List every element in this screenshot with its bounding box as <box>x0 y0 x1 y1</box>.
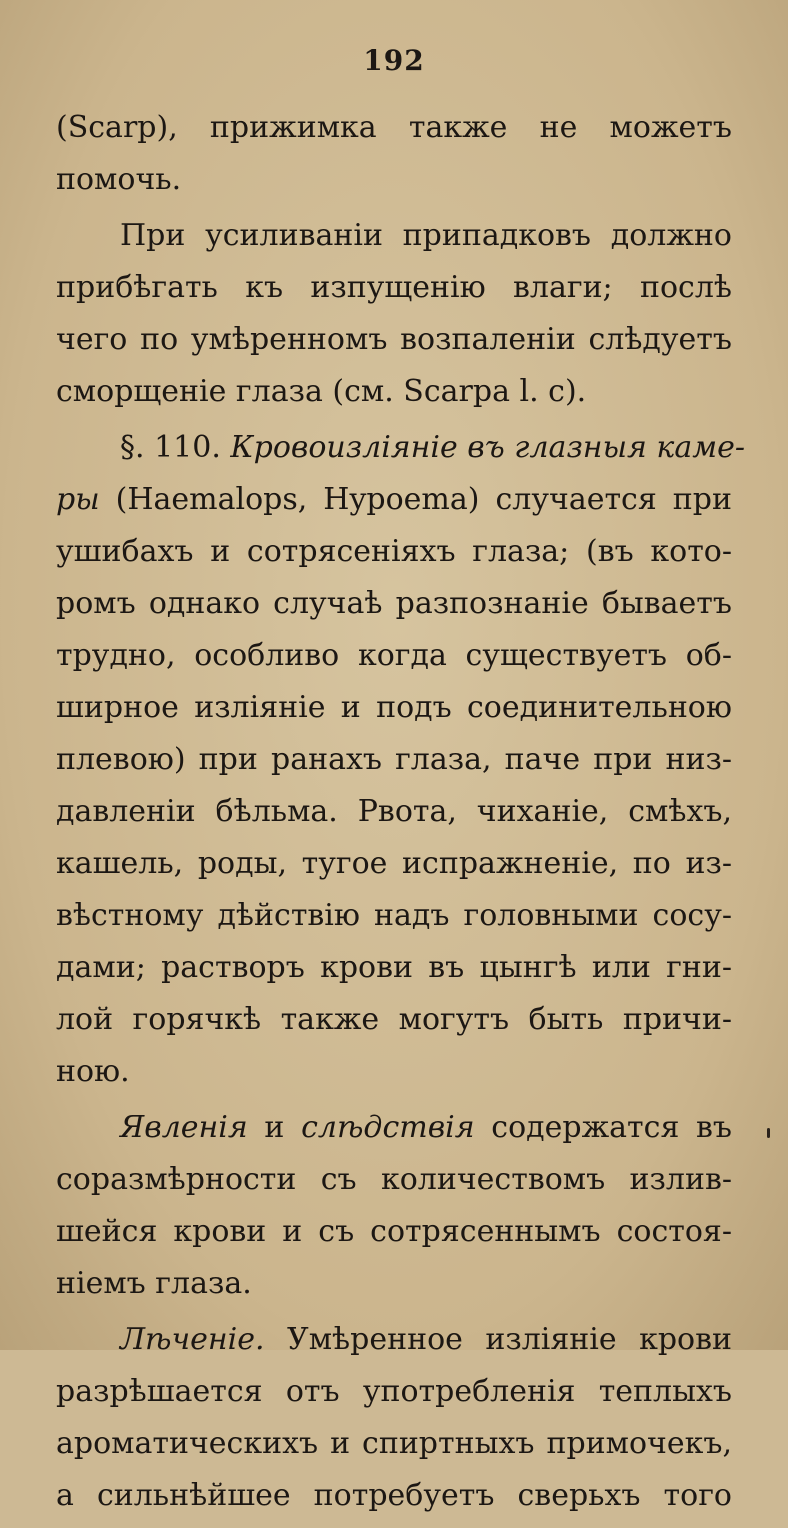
text-line: Явленія и слѣдствія содержатся въ <box>120 1110 732 1145</box>
text-line: трудно, особливо когда существуетъ об- <box>56 638 732 673</box>
text-line: §. 110. Кровоизліяніе въ глазныя каме- <box>120 430 745 465</box>
text-line: ры (Haemalops, Hypoema) случается при <box>56 482 732 517</box>
text-line: давленіи бѣльма. Рвота, чиханіе, смѣхъ, <box>56 794 732 829</box>
text-line: чего по умѣренномъ возпаленіи слѣдуетъ <box>56 322 732 357</box>
text-line: ною. <box>56 1054 130 1089</box>
text-line: а сильнѣйшее потребуетъ сверьхъ того <box>56 1478 732 1513</box>
text-line: При усиливаніи припадковъ должно <box>120 218 732 253</box>
text-line: лой горячкѣ также могутъ быть причи- <box>56 1002 732 1037</box>
text-line: соразмѣрности съ количествомъ излив- <box>56 1162 732 1197</box>
text-line: ромъ однако случаѣ разпознаніе бываетъ <box>56 586 732 621</box>
text-line: прибѣгать къ изпущенію влаги; послѣ <box>56 270 732 305</box>
text-line: разрѣшается отъ употребленія теплыхъ <box>56 1374 732 1409</box>
paragraph <box>56 212 732 420</box>
text-line: ніемъ глаза. <box>56 1266 252 1301</box>
text-line: ширное изліяніе и подъ соединительною <box>56 690 732 725</box>
text-line: шейся крови и съ сотрясеннымъ состоя- <box>56 1214 732 1249</box>
paragraph <box>56 1104 732 1312</box>
text-line: сморщеніе глаза (см. Scarpa l. c). <box>56 374 587 409</box>
text-line: ушибахъ и сотрясеніяхъ глаза; (въ кото- <box>56 534 732 569</box>
text-line: помочь. <box>56 162 182 197</box>
page-number: 192 <box>363 44 425 77</box>
text-line: вѣстному дѣйствію надъ головными сосу- <box>56 898 732 933</box>
ink-speck <box>767 1128 770 1138</box>
text-line: плевою) при ранахъ глаза, паче при низ- <box>56 742 732 777</box>
text-line: дами; растворъ крови въ цынгѣ или гни- <box>56 950 732 985</box>
text-line: ароматическихъ и спиртныхъ примочекъ, <box>56 1426 732 1461</box>
text-line: кашель, роды, тугое испражненіе, по из- <box>56 846 732 881</box>
paragraph <box>56 424 745 1100</box>
text-line: Лѣченіе. Умѣренное изліяніе крови <box>120 1322 732 1357</box>
text-line: (Scarp), прижимка также не можетъ <box>56 110 732 145</box>
paragraph <box>56 104 732 208</box>
paragraph <box>56 1316 732 1524</box>
page-text <box>56 104 745 1528</box>
